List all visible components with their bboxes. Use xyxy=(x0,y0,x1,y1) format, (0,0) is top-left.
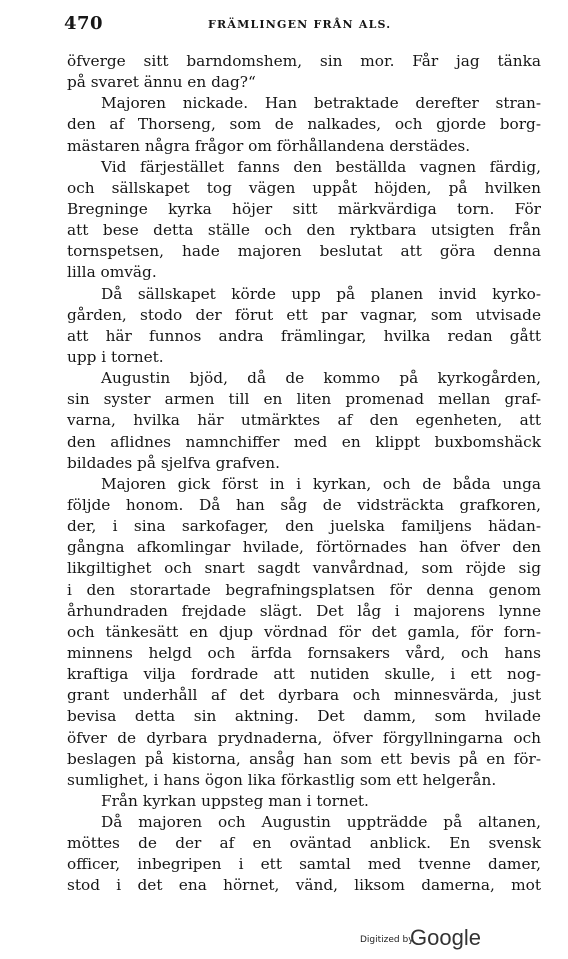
text-line: Bregninge kyrka höjer sitt märkvärdiga torn. För xyxy=(67,199,541,218)
text-line: öfverge sitt barndomshem, sin mor. Får jag tänka xyxy=(67,52,541,70)
page-number: 470 xyxy=(64,13,104,34)
text-line: den aflidnes namnchiffer med en klippt buxbomshäck xyxy=(67,432,541,451)
text-line: sumlighet, i hans ögon lika förkastlig som ett helgerån. xyxy=(67,770,497,789)
text-line: bevisa detta sin aktning. Det damm, som hvilade xyxy=(67,707,541,726)
text-line: Från kyrkan uppsteg man i tornet. xyxy=(101,791,369,810)
text-line: Då majoren och Augustin uppträdde på altanen, xyxy=(101,813,541,832)
running-title: FRÄMLINGEN FRÅN ALS. xyxy=(208,18,392,31)
text-line: Vid färjestället fanns den beställda vagnen färdig, xyxy=(101,157,541,176)
text-line: upp i tornet. xyxy=(67,347,164,366)
text-line: tornspetsen, hade majoren beslutat att göra denna xyxy=(67,242,541,261)
text-line: beslagen på kistorna, ansåg han som ett bevis på en för- xyxy=(67,749,541,768)
text-line: stod i det ena hörnet, vänd, liksom damerna, mot xyxy=(67,876,541,895)
text-line: och sällskapet tog vägen uppåt höjden, på hvilken xyxy=(67,178,541,197)
page-header xyxy=(0,0,568,40)
body-text xyxy=(67,51,541,897)
text-line: kraftiga vilja fordrade att nutiden skulle, i ett nog- xyxy=(67,665,541,684)
text-line: officer, inbegripen i ett samtal med tvenne damer, xyxy=(67,855,541,874)
text-line: mästaren några frågor om förhållandena derstädes. xyxy=(67,136,471,155)
text-line: att bese detta ställe och den ryktbara utsigten från xyxy=(67,221,541,240)
google-logo: Google xyxy=(410,925,481,950)
text-line: Då sällskapet körde upp på planen invid kyrko- xyxy=(101,284,541,303)
text-line: minnens helgd och ärfda fornsakers vård, och hans xyxy=(67,643,541,662)
text-line: den af Thorseng, som de nalkades, och gjorde borg- xyxy=(67,115,541,134)
text-line: varna, hvilka här utmärktes af den egenheten, att xyxy=(67,411,541,430)
text-line: gångna afkomlingar hvilade, förtörnades han öfver den xyxy=(67,538,541,557)
text-line: bildades på sjelfva grafven. xyxy=(67,453,280,472)
text-line: att här funnos andra främlingar, hvilka redan gått xyxy=(67,326,541,345)
text-line: möttes de der af en oväntad anblick. En svensk xyxy=(67,834,541,853)
text-line: grant underhåll af det dyrbara och minnesvärda, just xyxy=(67,686,541,705)
text-line: Majoren nickade. Han betraktade derefter stran- xyxy=(101,94,541,113)
text-line: gården, stodo der förut ett par vagnar, som utvisade xyxy=(67,305,541,324)
text-line: i den storartade begrafningsplatsen för denna genom xyxy=(67,580,541,599)
text-line: århundraden frejdade slägt. Det låg i majorens lynne xyxy=(67,601,541,620)
digitized-footer xyxy=(360,925,490,953)
text-line: följde honom. Då han såg de vidsträckta grafkoren, xyxy=(67,495,541,514)
text-line: på svaret ännu en dag?“ xyxy=(67,73,256,92)
text-line: Augustin bjöd, då de kommo på kyrkogården, xyxy=(101,369,541,388)
text-line: öfver de dyrbara prydnaderna, öfver förgyllningarna och xyxy=(67,728,541,747)
text-line: sin syster armen till en liten promenad mellan graf- xyxy=(67,390,541,409)
text-line: och tänkesätt en djup vördnad för det gamla, för forn- xyxy=(67,622,541,641)
digitized-label: Digitized by xyxy=(360,935,414,945)
text-line: likgiltighet och snart sagdt vanvårdnad, som röjde sig xyxy=(67,559,541,578)
text-line: Majoren gick först in i kyrkan, och de båda unga xyxy=(101,474,541,493)
text-line: der, i sina sarkofager, den juelska familjens hädan- xyxy=(67,517,541,536)
text-line: lilla omväg. xyxy=(67,263,157,282)
